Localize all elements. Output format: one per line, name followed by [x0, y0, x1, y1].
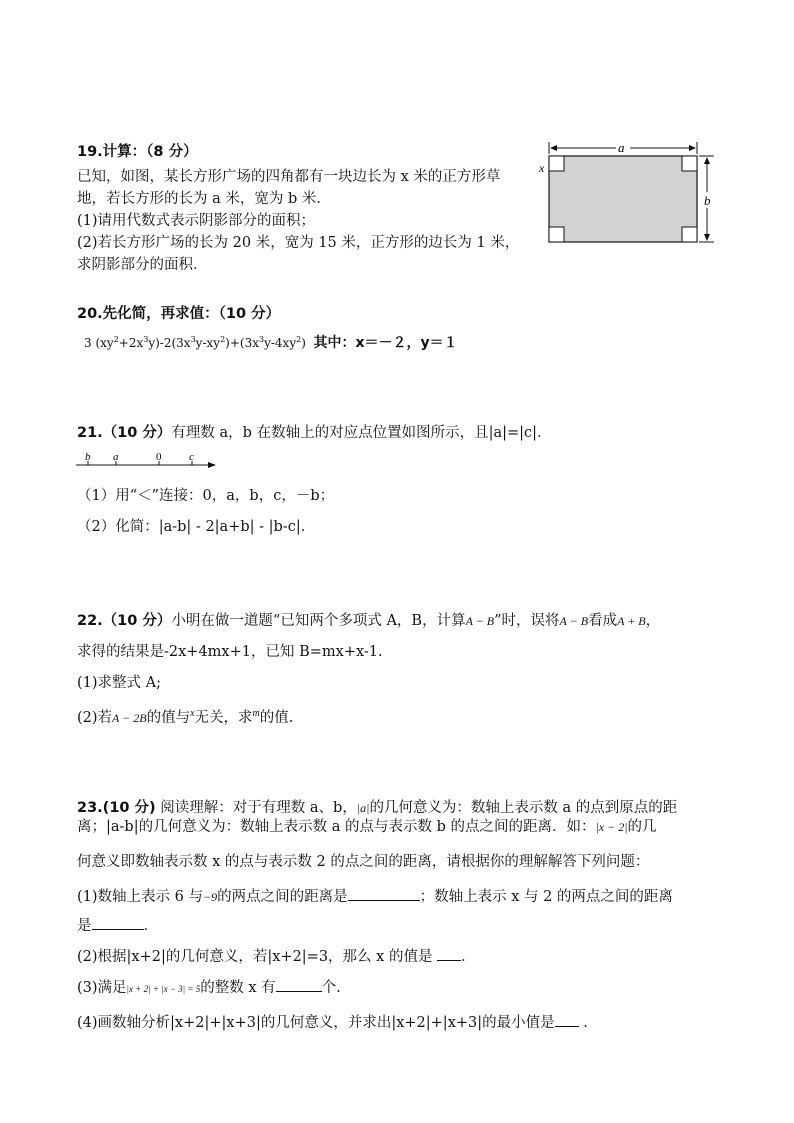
var-x: x [190, 708, 195, 719]
q23-p1-e: ． [143, 918, 158, 934]
q19-part1: (1)请用代数式表示阴影部分的面积； [77, 213, 316, 229]
answer-blank-3[interactable] [437, 946, 461, 961]
q23-l1-a: 阅读理解：对于有理数 a、b， [160, 800, 357, 816]
q19-line5: 求阴影部分的面积． [77, 257, 208, 273]
q19-heading: 19.计算：（8 分） [77, 144, 198, 160]
q22-p2-a: (2)若 [77, 709, 113, 726]
fig-label-a: a [618, 140, 625, 155]
q22-text-a: 小明在做一道题“已知两个多项式 A，B，计算 [171, 613, 466, 629]
plaza-rectangle [549, 156, 697, 242]
q23-p1-b: 的两点之间的距离是 [217, 889, 348, 905]
q22-part2 [77, 705, 293, 727]
neg-9-expr: −9 [202, 890, 218, 904]
abs-x-minus-2-expr: |x − 2| [595, 820, 628, 834]
q21-part2: （2）化简：|a-b| - 2|a+b| - |b-c|． [77, 519, 316, 535]
abs-sum-equation: |x + 2| + |x − 3| = 5 [126, 984, 201, 994]
q23-l2-a: 离；|a-b|的几何意义为：数轴上表示数 a 的点与表示数 b 的点之间的距离．如： [77, 819, 596, 835]
q22-p2-d: 的值. [259, 709, 294, 726]
q21-text: 有理数 a，b 在数轴上的对应点位置如图所示，且|a|=|c|． [171, 425, 552, 441]
q22-heading: 22.（10 分） [77, 613, 172, 629]
q23-line2 [77, 818, 657, 836]
q23-p3-c: 个. [321, 980, 341, 996]
q23-part3 [77, 977, 341, 998]
q20-heading: 20.先化简，再求值：（10 分） [77, 306, 281, 322]
q22-text-d: ， [645, 613, 661, 629]
q22-p2-c: 无关，求 [194, 709, 253, 726]
corner-square-bl [549, 227, 564, 242]
var-m: m [252, 708, 260, 719]
corner-square-tr [682, 156, 697, 171]
q19-part2: (2)若长方形广场的长为 20 米，宽为 15 米，正方形的边长为 1 米， [77, 235, 520, 251]
q21-heading: 21.（10 分） [77, 425, 172, 441]
q20-condition: 其中：x＝－２，y＝１ [313, 335, 458, 351]
expr-a-minus-b: A − B [465, 614, 495, 628]
corner-square-br [682, 227, 697, 242]
axis-label-zero: 0 [156, 452, 162, 463]
fig-label-b: b [704, 193, 711, 208]
q23-p3-b: 的整数 x 有 [200, 980, 276, 996]
rectangle-plaza-figure [538, 136, 718, 250]
expr-a-minus-2b: A − 2B [112, 710, 147, 725]
q23-p2-a: (2)根据|x+2|的几何意义，若|x+2|=3，那么 x 的值是 [77, 949, 438, 965]
q21-part1: （1）用“＜”连接：0，a，b，c，－b； [77, 488, 335, 504]
q23-l1-b: 的几何意义为：数轴上表示数 a 的点到原点的距 [369, 800, 678, 816]
q23-part4 [77, 1012, 588, 1032]
q23-p4-b: . [578, 1015, 588, 1031]
q22-p2-b: 的值与 [146, 709, 191, 726]
fig-label-x: x [539, 161, 545, 175]
q20-expression: 3 $(xy^2+2x^3y)-2(3x^3y-xy^2)+(3x^3y-4xy^2)$ 其中：x＝－２，y＝１ [84, 335, 458, 351]
answer-blank-5[interactable] [555, 1012, 579, 1027]
corner-square-tl [549, 156, 564, 171]
q23-p1-d: 是 [77, 918, 92, 934]
answer-blank-2[interactable] [92, 915, 144, 930]
q23-p1-a: (1)数轴上表示 6 与 [77, 889, 203, 905]
answer-blank-1[interactable] [348, 886, 420, 901]
q23-p4-a: (4)画数轴分析|x+2|+|x+3|的几何意义，并求出|x+2|+|x+3|的最小值是 [77, 1015, 555, 1031]
axis-label-b: b [85, 452, 91, 463]
q23-l2-b: 的几 [627, 819, 657, 835]
axis-label-c: c [189, 452, 194, 463]
axis-label-a: a [113, 452, 119, 463]
q19-line2: 地，若长方形的长为 a 米，宽为 b 米． [77, 191, 331, 207]
q23-part2 [77, 946, 476, 966]
q23-p1-c: ；数轴上表示 x 与 2 的两点之间的距离 [419, 889, 673, 905]
q22-line2: 求得的结果是-2x+4mx+1，已知 B=mx+x-1. [77, 644, 383, 660]
q23-p3-a: (3)满足 [77, 980, 127, 996]
q21-line [77, 424, 552, 442]
abs-a-expr: |a| [356, 801, 370, 815]
q23-part1-cont [77, 915, 158, 935]
q22-line1 [77, 612, 660, 630]
q23-line3: 何意义即数轴表示数 x 的点与表示数 2 的点之间的距离，请根据你的理解解答下列问题： [77, 854, 650, 870]
q23-heading: 23.(10 分) [77, 800, 156, 816]
q23-p2-b: ． [461, 949, 476, 965]
answer-blank-4[interactable] [276, 977, 322, 992]
q22-text-c: 看成 [588, 613, 618, 629]
q22-part1: (1)求整式 A; [77, 675, 162, 691]
expr-a-plus-b: A + B [617, 614, 646, 628]
q23-part1 [77, 886, 673, 906]
q23-line1 [77, 799, 677, 817]
number-line-figure [74, 452, 220, 476]
expr-a-minus-b-2: A − B [559, 614, 589, 628]
q19-line1: 已知，如图，某长方形广场的四角都有一块边长为 x 米的正方形草 [77, 169, 501, 185]
q22-text-b: ”时，误将 [494, 613, 560, 629]
